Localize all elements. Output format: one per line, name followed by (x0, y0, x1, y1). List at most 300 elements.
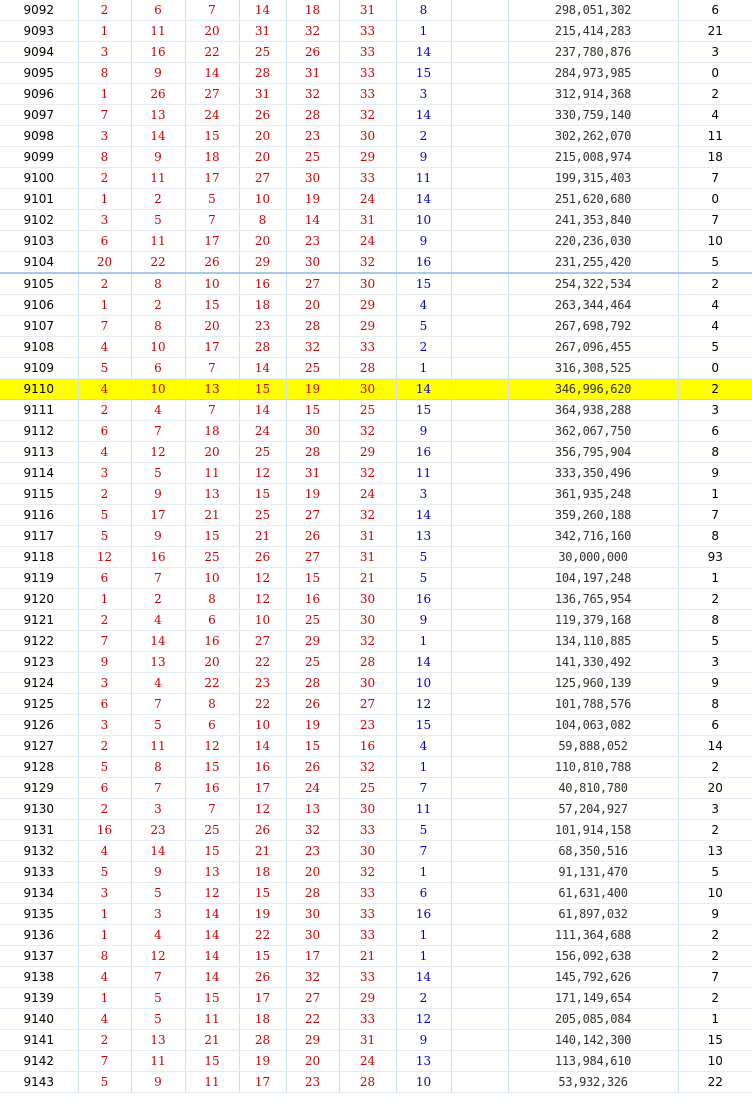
red-ball-cell: 27 (286, 273, 339, 295)
red-ball-cell: 30 (339, 126, 396, 147)
sales-amount-cell: 241,353,840 (508, 210, 678, 231)
red-ball-cell: 7 (185, 799, 239, 820)
red-ball-cell: 4 (131, 673, 185, 694)
winner-count-cell: 2 (678, 273, 752, 295)
red-ball-cell: 7 (131, 778, 185, 799)
red-ball-cell: 32 (339, 505, 396, 526)
red-ball-cell: 23 (131, 820, 185, 841)
empty-cell (451, 673, 508, 694)
red-ball-cell: 24 (185, 105, 239, 126)
empty-cell (451, 715, 508, 736)
table-row (0, 631, 752, 652)
red-ball-cell: 2 (78, 400, 131, 421)
red-ball-cell: 28 (286, 105, 339, 126)
blue-ball-cell: 13 (396, 526, 451, 547)
red-ball-cell: 31 (286, 463, 339, 484)
table-row (0, 799, 752, 820)
red-ball-cell: 19 (239, 904, 286, 925)
red-ball-cell: 28 (339, 1072, 396, 1093)
issue-number-cell: 9119 (0, 568, 78, 589)
issue-number-cell: 9121 (0, 610, 78, 631)
red-ball-cell: 5 (78, 862, 131, 883)
red-ball-cell: 24 (239, 421, 286, 442)
blue-ball-cell: 8 (396, 0, 451, 21)
red-ball-cell: 1 (78, 295, 131, 316)
red-ball-cell: 28 (286, 442, 339, 463)
red-ball-cell: 20 (185, 652, 239, 673)
red-ball-cell: 32 (339, 862, 396, 883)
red-ball-cell: 5 (78, 757, 131, 778)
empty-cell (451, 379, 508, 400)
red-ball-cell: 15 (239, 484, 286, 505)
issue-number-cell: 9117 (0, 526, 78, 547)
table-row (0, 778, 752, 799)
red-ball-cell: 18 (286, 0, 339, 21)
winner-count-cell: 8 (678, 694, 752, 715)
red-ball-cell: 16 (131, 547, 185, 568)
issue-number-cell: 9113 (0, 442, 78, 463)
empty-cell (451, 273, 508, 295)
red-ball-cell: 31 (239, 21, 286, 42)
winner-count-cell: 4 (678, 295, 752, 316)
red-ball-cell: 8 (185, 694, 239, 715)
red-ball-cell: 21 (239, 841, 286, 862)
sales-amount-cell: 215,414,283 (508, 21, 678, 42)
red-ball-cell: 16 (339, 736, 396, 757)
red-ball-cell: 33 (339, 883, 396, 904)
red-ball-cell: 7 (185, 210, 239, 231)
winner-count-cell: 0 (678, 358, 752, 379)
empty-cell (451, 168, 508, 189)
red-ball-cell: 20 (286, 862, 339, 883)
blue-ball-cell: 10 (396, 673, 451, 694)
issue-number-cell: 9100 (0, 168, 78, 189)
empty-cell (451, 442, 508, 463)
red-ball-cell: 9 (131, 1072, 185, 1093)
sales-amount-cell: 40,810,780 (508, 778, 678, 799)
red-ball-cell: 17 (185, 231, 239, 252)
empty-cell (451, 295, 508, 316)
empty-cell (451, 252, 508, 274)
red-ball-cell: 9 (131, 63, 185, 84)
issue-number-cell: 9108 (0, 337, 78, 358)
red-ball-cell: 17 (131, 505, 185, 526)
red-ball-cell: 24 (339, 1051, 396, 1072)
red-ball-cell: 33 (339, 84, 396, 105)
blue-ball-cell: 12 (396, 694, 451, 715)
red-ball-cell: 14 (239, 736, 286, 757)
red-ball-cell: 10 (131, 337, 185, 358)
table-row (0, 210, 752, 231)
table-row (0, 883, 752, 904)
red-ball-cell: 15 (239, 379, 286, 400)
empty-cell (451, 337, 508, 358)
red-ball-cell: 14 (185, 967, 239, 988)
empty-cell (451, 967, 508, 988)
red-ball-cell: 28 (239, 1030, 286, 1051)
blue-ball-cell: 12 (396, 1009, 451, 1030)
red-ball-cell: 8 (131, 316, 185, 337)
red-ball-cell: 2 (78, 799, 131, 820)
red-ball-cell: 9 (131, 484, 185, 505)
red-ball-cell: 28 (339, 652, 396, 673)
red-ball-cell: 5 (131, 210, 185, 231)
red-ball-cell: 6 (78, 231, 131, 252)
blue-ball-cell: 16 (396, 252, 451, 274)
blue-ball-cell: 9 (396, 147, 451, 168)
red-ball-cell: 4 (78, 841, 131, 862)
red-ball-cell: 30 (339, 841, 396, 862)
red-ball-cell: 29 (286, 1030, 339, 1051)
table-row (0, 126, 752, 147)
red-ball-cell: 31 (339, 1030, 396, 1051)
red-ball-cell: 20 (78, 252, 131, 274)
red-ball-cell: 8 (78, 946, 131, 967)
empty-cell (451, 421, 508, 442)
red-ball-cell: 22 (239, 652, 286, 673)
blue-ball-cell: 1 (396, 21, 451, 42)
red-ball-cell: 25 (286, 147, 339, 168)
table-row (0, 273, 752, 295)
sales-amount-cell: 251,620,680 (508, 189, 678, 210)
red-ball-cell: 25 (286, 652, 339, 673)
red-ball-cell: 7 (78, 316, 131, 337)
winner-count-cell: 10 (678, 231, 752, 252)
red-ball-cell: 29 (339, 988, 396, 1009)
blue-ball-cell: 2 (396, 337, 451, 358)
sales-amount-cell: 356,795,904 (508, 442, 678, 463)
red-ball-cell: 26 (239, 967, 286, 988)
blue-ball-cell: 1 (396, 946, 451, 967)
red-ball-cell: 23 (286, 126, 339, 147)
red-ball-cell: 6 (78, 568, 131, 589)
table-row (0, 189, 752, 210)
issue-number-cell: 9140 (0, 1009, 78, 1030)
table-row (0, 295, 752, 316)
red-ball-cell: 10 (185, 568, 239, 589)
red-ball-cell: 8 (239, 210, 286, 231)
red-ball-cell: 20 (286, 1051, 339, 1072)
red-ball-cell: 19 (239, 1051, 286, 1072)
red-ball-cell: 18 (239, 295, 286, 316)
red-ball-cell: 9 (131, 526, 185, 547)
table-row (0, 379, 752, 400)
red-ball-cell: 24 (286, 778, 339, 799)
issue-number-cell: 9123 (0, 652, 78, 673)
red-ball-cell: 7 (78, 1051, 131, 1072)
winner-count-cell: 9 (678, 904, 752, 925)
red-ball-cell: 22 (185, 42, 239, 63)
sales-amount-cell: 30,000,000 (508, 547, 678, 568)
red-ball-cell: 15 (239, 883, 286, 904)
red-ball-cell: 13 (131, 105, 185, 126)
blue-ball-cell: 9 (396, 231, 451, 252)
red-ball-cell: 26 (239, 547, 286, 568)
red-ball-cell: 23 (239, 673, 286, 694)
red-ball-cell: 5 (131, 715, 185, 736)
table-row (0, 652, 752, 673)
empty-cell (451, 1072, 508, 1093)
table-row (0, 736, 752, 757)
red-ball-cell: 15 (239, 946, 286, 967)
red-ball-cell: 16 (131, 42, 185, 63)
red-ball-cell: 33 (339, 904, 396, 925)
red-ball-cell: 4 (78, 379, 131, 400)
empty-cell (451, 400, 508, 421)
red-ball-cell: 21 (239, 526, 286, 547)
issue-number-cell: 9128 (0, 757, 78, 778)
sales-amount-cell: 101,788,576 (508, 694, 678, 715)
red-ball-cell: 1 (78, 84, 131, 105)
sales-amount-cell: 104,063,082 (508, 715, 678, 736)
empty-cell (451, 757, 508, 778)
empty-cell (451, 105, 508, 126)
table-row (0, 988, 752, 1009)
blue-ball-cell: 5 (396, 820, 451, 841)
issue-number-cell: 9097 (0, 105, 78, 126)
issue-number-cell: 9132 (0, 841, 78, 862)
red-ball-cell: 24 (339, 484, 396, 505)
sales-amount-cell: 361,935,248 (508, 484, 678, 505)
issue-number-cell: 9116 (0, 505, 78, 526)
empty-cell (451, 1009, 508, 1030)
red-ball-cell: 3 (78, 673, 131, 694)
blue-ball-cell: 14 (396, 105, 451, 126)
red-ball-cell: 26 (286, 694, 339, 715)
red-ball-cell: 33 (339, 820, 396, 841)
blue-ball-cell: 5 (396, 547, 451, 568)
empty-cell (451, 484, 508, 505)
empty-cell (451, 505, 508, 526)
red-ball-cell: 26 (286, 42, 339, 63)
red-ball-cell: 13 (185, 862, 239, 883)
winner-count-cell: 22 (678, 1072, 752, 1093)
red-ball-cell: 15 (185, 988, 239, 1009)
red-ball-cell: 20 (239, 126, 286, 147)
empty-cell (451, 316, 508, 337)
red-ball-cell: 31 (339, 210, 396, 231)
red-ball-cell: 31 (339, 547, 396, 568)
empty-cell (451, 231, 508, 252)
red-ball-cell: 22 (239, 694, 286, 715)
table-row (0, 673, 752, 694)
red-ball-cell: 25 (286, 358, 339, 379)
winner-count-cell: 5 (678, 252, 752, 274)
red-ball-cell: 4 (78, 1009, 131, 1030)
red-ball-cell: 25 (239, 442, 286, 463)
red-ball-cell: 23 (286, 1072, 339, 1093)
sales-amount-cell: 57,204,927 (508, 799, 678, 820)
red-ball-cell: 15 (286, 736, 339, 757)
issue-number-cell: 9124 (0, 673, 78, 694)
red-ball-cell: 3 (131, 904, 185, 925)
red-ball-cell: 21 (339, 946, 396, 967)
red-ball-cell: 30 (339, 673, 396, 694)
red-ball-cell: 29 (339, 295, 396, 316)
sales-amount-cell: 215,008,974 (508, 147, 678, 168)
red-ball-cell: 28 (286, 673, 339, 694)
red-ball-cell: 5 (78, 526, 131, 547)
red-ball-cell: 3 (78, 883, 131, 904)
red-ball-cell: 9 (131, 147, 185, 168)
red-ball-cell: 27 (286, 547, 339, 568)
red-ball-cell: 24 (339, 189, 396, 210)
table-row (0, 568, 752, 589)
sales-amount-cell: 61,631,400 (508, 883, 678, 904)
issue-number-cell: 9110 (0, 379, 78, 400)
winner-count-cell: 2 (678, 589, 752, 610)
red-ball-cell: 21 (185, 1030, 239, 1051)
issue-number-cell: 9111 (0, 400, 78, 421)
sales-amount-cell: 231,255,420 (508, 252, 678, 274)
table-row (0, 694, 752, 715)
red-ball-cell: 13 (131, 652, 185, 673)
red-ball-cell: 5 (185, 189, 239, 210)
winner-count-cell: 2 (678, 379, 752, 400)
red-ball-cell: 7 (185, 0, 239, 21)
red-ball-cell: 26 (185, 252, 239, 274)
winner-count-cell: 20 (678, 778, 752, 799)
red-ball-cell: 29 (339, 147, 396, 168)
blue-ball-cell: 2 (396, 126, 451, 147)
empty-cell (451, 210, 508, 231)
sales-amount-cell: 156,092,638 (508, 946, 678, 967)
red-ball-cell: 33 (339, 925, 396, 946)
red-ball-cell: 33 (339, 337, 396, 358)
issue-number-cell: 9115 (0, 484, 78, 505)
blue-ball-cell: 1 (396, 862, 451, 883)
red-ball-cell: 22 (239, 925, 286, 946)
sales-amount-cell: 171,149,654 (508, 988, 678, 1009)
red-ball-cell: 11 (131, 231, 185, 252)
winner-count-cell: 14 (678, 736, 752, 757)
empty-cell (451, 841, 508, 862)
sales-amount-cell: 119,379,168 (508, 610, 678, 631)
red-ball-cell: 13 (131, 1030, 185, 1051)
table-row (0, 610, 752, 631)
sales-amount-cell: 342,716,160 (508, 526, 678, 547)
red-ball-cell: 32 (339, 421, 396, 442)
winner-count-cell: 6 (678, 0, 752, 21)
red-ball-cell: 30 (286, 925, 339, 946)
red-ball-cell: 28 (339, 358, 396, 379)
red-ball-cell: 20 (185, 442, 239, 463)
red-ball-cell: 23 (339, 715, 396, 736)
red-ball-cell: 18 (185, 147, 239, 168)
table-row (0, 358, 752, 379)
red-ball-cell: 11 (185, 1009, 239, 1030)
issue-number-cell: 9109 (0, 358, 78, 379)
red-ball-cell: 3 (78, 126, 131, 147)
winner-count-cell: 2 (678, 84, 752, 105)
red-ball-cell: 26 (286, 526, 339, 547)
winner-count-cell: 13 (678, 841, 752, 862)
blue-ball-cell: 9 (396, 610, 451, 631)
sales-amount-cell: 125,960,139 (508, 673, 678, 694)
blue-ball-cell: 16 (396, 589, 451, 610)
red-ball-cell: 14 (239, 400, 286, 421)
red-ball-cell: 2 (78, 484, 131, 505)
red-ball-cell: 28 (239, 337, 286, 358)
issue-number-cell: 9127 (0, 736, 78, 757)
sales-amount-cell: 359,260,188 (508, 505, 678, 526)
red-ball-cell: 32 (286, 967, 339, 988)
red-ball-cell: 23 (239, 316, 286, 337)
winner-count-cell: 3 (678, 42, 752, 63)
red-ball-cell: 15 (185, 295, 239, 316)
table-row (0, 105, 752, 126)
red-ball-cell: 7 (185, 400, 239, 421)
red-ball-cell: 6 (78, 778, 131, 799)
sales-amount-cell: 330,759,140 (508, 105, 678, 126)
red-ball-cell: 15 (286, 400, 339, 421)
red-ball-cell: 11 (131, 21, 185, 42)
red-ball-cell: 19 (286, 379, 339, 400)
winner-count-cell: 21 (678, 21, 752, 42)
blue-ball-cell: 15 (396, 273, 451, 295)
red-ball-cell: 10 (131, 379, 185, 400)
winner-count-cell: 6 (678, 421, 752, 442)
blue-ball-cell: 2 (396, 988, 451, 1009)
red-ball-cell: 30 (339, 379, 396, 400)
red-ball-cell: 4 (78, 967, 131, 988)
winner-count-cell: 5 (678, 631, 752, 652)
table-row (0, 63, 752, 84)
empty-cell (451, 1051, 508, 1072)
winner-count-cell: 10 (678, 883, 752, 904)
sales-amount-cell: 61,897,032 (508, 904, 678, 925)
red-ball-cell: 15 (185, 126, 239, 147)
red-ball-cell: 25 (239, 42, 286, 63)
red-ball-cell: 25 (339, 400, 396, 421)
red-ball-cell: 15 (185, 1051, 239, 1072)
blue-ball-cell: 14 (396, 505, 451, 526)
red-ball-cell: 3 (78, 715, 131, 736)
empty-cell (451, 652, 508, 673)
red-ball-cell: 9 (78, 652, 131, 673)
red-ball-cell: 30 (339, 799, 396, 820)
sales-amount-cell: 263,344,464 (508, 295, 678, 316)
red-ball-cell: 18 (239, 862, 286, 883)
winner-count-cell: 1 (678, 484, 752, 505)
issue-number-cell: 9126 (0, 715, 78, 736)
red-ball-cell: 32 (286, 84, 339, 105)
blue-ball-cell: 7 (396, 841, 451, 862)
winner-count-cell: 15 (678, 1030, 752, 1051)
red-ball-cell: 30 (286, 252, 339, 274)
empty-cell (451, 736, 508, 757)
red-ball-cell: 23 (286, 841, 339, 862)
issue-number-cell: 9129 (0, 778, 78, 799)
sales-amount-cell: 136,765,954 (508, 589, 678, 610)
blue-ball-cell: 10 (396, 210, 451, 231)
winner-count-cell: 2 (678, 757, 752, 778)
red-ball-cell: 21 (339, 568, 396, 589)
red-ball-cell: 5 (78, 505, 131, 526)
empty-cell (451, 63, 508, 84)
red-ball-cell: 12 (239, 799, 286, 820)
winner-count-cell: 10 (678, 1051, 752, 1072)
sales-amount-cell: 267,096,455 (508, 337, 678, 358)
red-ball-cell: 17 (239, 988, 286, 1009)
red-ball-cell: 8 (131, 757, 185, 778)
empty-cell (451, 883, 508, 904)
blue-ball-cell: 9 (396, 421, 451, 442)
empty-cell (451, 21, 508, 42)
winner-count-cell: 7 (678, 967, 752, 988)
blue-ball-cell: 10 (396, 1072, 451, 1093)
red-ball-cell: 1 (78, 189, 131, 210)
